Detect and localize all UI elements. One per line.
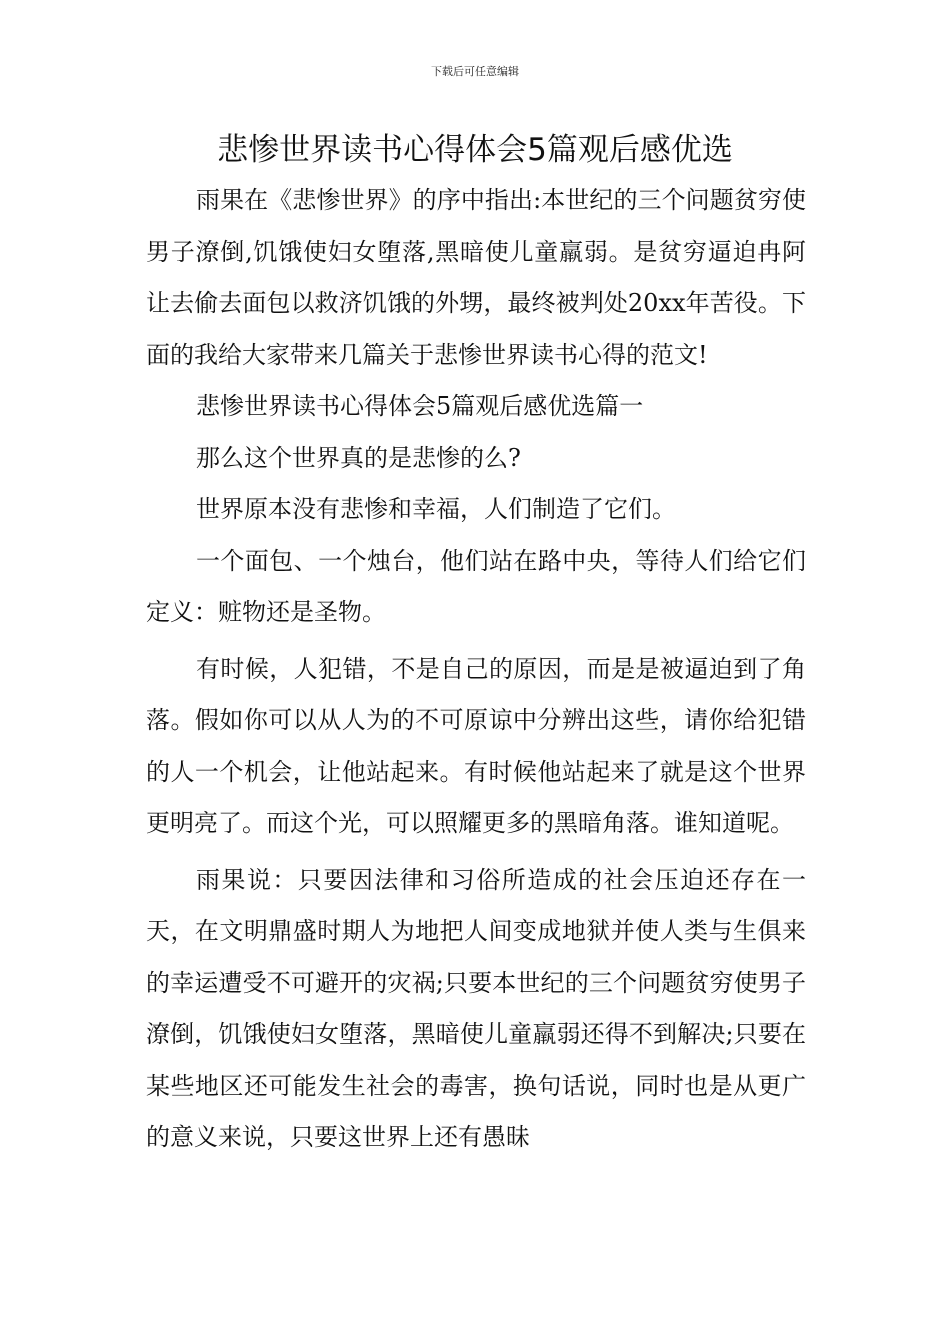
paragraph: 雨果说：只要因法律和习俗所造成的社会压迫还存在一天，在文明鼎盛时期人为地把人间变成地狱并使人类与生俱来的幸运遭受不可避开的灾祸;只要本世纪的三个问题贫穷使男子潦倒，饥饿使妇女堕落，黑暗使儿童羸弱还得不到解决;只要在某些地区还可能发生社会的毒害，换句话说，同时也是从更广的意义来说，只要这世界上还有愚昧 bbox=[146, 865, 806, 1151]
document-title: 悲惨世界读书心得体会5篇观后感优选 bbox=[217, 132, 733, 168]
paragraph-section-heading: 悲惨世界读书心得体会5篇观后感优选篇一 bbox=[196, 392, 644, 420]
paragraph: 世界原本没有悲惨和幸福，人们制造了它们。 bbox=[196, 495, 676, 523]
document-body bbox=[146, 175, 806, 1164]
paragraph: 有时候，人犯错，不是自己的原因，而是是被逼迫到了角落。假如你可以从人为的不可原谅中分辨出这些，请你给犯错的人一个机会，让他站起来。有时候他站起来了就是这个世界更明亮了。而这个光，可以照耀更多的黑暗角落。谁知道呢。 bbox=[146, 654, 806, 837]
paragraph-intro: 雨果在《悲惨世界》的序中指出:本世纪的三个问题贫穷使男子潦倒,饥饿使妇女堕落,黑暗使儿童羸弱。是贫穷逼迫冉阿让去偷去面包以救济饥饿的外甥，最终被判处20xx年苦役。下面的我给大家带来几篇关于悲惨世界读书心得的范文! bbox=[146, 186, 806, 369]
paragraph: 那么这个世界真的是悲惨的么? bbox=[196, 443, 521, 472]
page-header-note: 下载后可任意编辑 bbox=[431, 65, 519, 78]
paragraph: 一个面包、一个烛台，他们站在路中央，等待人们给它们定义：赃物还是圣物。 bbox=[146, 546, 806, 626]
